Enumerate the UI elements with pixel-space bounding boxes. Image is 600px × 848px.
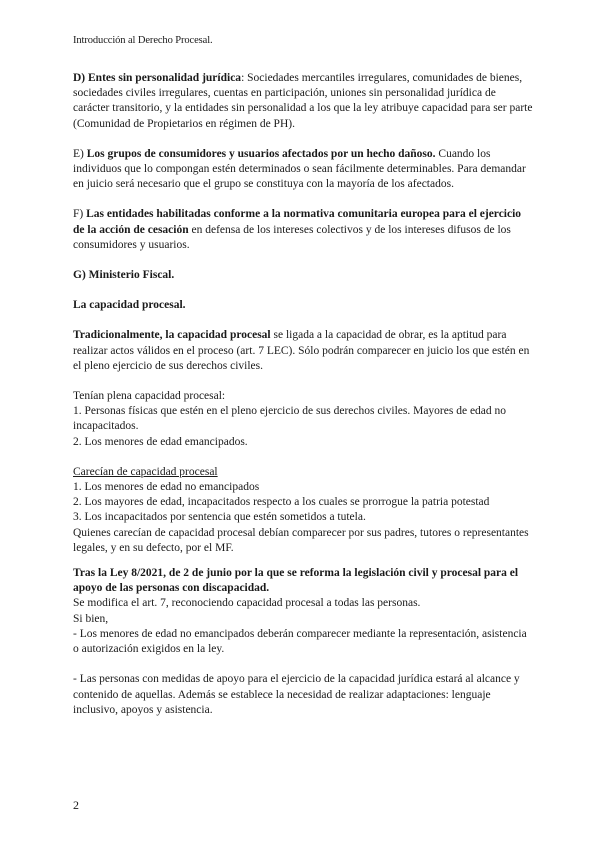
plena-title: Tenían plena capacidad procesal: [73,390,226,403]
carecian-note: Quienes carecían de capacidad procesal debían comparecer por sus padres, tutores o representantes legales, y en su defecto, por el MF. [73,526,529,554]
carecian-title-text: Carecían de capacidad procesal [73,465,218,478]
section-d-title: D) Entes sin personalidad jurídica [73,72,242,84]
plena-item: 1. Personas físicas que estén en el pleno ejercicio de sus derechos civiles. Mayores de edad no incapacitados. [73,405,507,433]
carecian-item: 2. Los mayores de edad, incapacitados respecto a los cuales se prorrogue la patria potestad [73,496,490,509]
page-number: 2 [73,798,79,812]
capacidad-intro-text: se ligada a la capacidad de obrar, es la aptitud para realizar actos válidos en el proceso (art. 7 LEC). Sólo podrán comparecer en juicio los que estén en el pleno ejercicio de sus derechos civiles. [73,329,530,372]
section-d-text: : Sociedades mercantiles irregulares, comunidades de bienes, sociedades civiles irregulares, cuentas en participación, uniones sin personalidad jurídica de carácter transitorio, y la entidades sin personalidad a los que la ley atribuye capacidad para ser parte (Comunidad de Propietarios en régimen de PH). [73,72,533,130]
capacidad-heading [73,298,533,313]
section-f-title: Las entidades habilitadas conforme a la normativa comunitaria europea para el ejercicio de la acción de cesación [73,208,522,236]
carecian-title [73,465,533,480]
page-header: Introducción al Derecho Procesal. [73,35,213,46]
capacidad-heading-text: La capacidad procesal. [73,299,186,312]
capacidad-intro [73,328,533,374]
section-f-text: en defensa de los intereses colectivos y de los intereses difusos de los consumidores y usuarios. [73,223,511,251]
carecian-item: 1. Los menores de edad no emancipados [73,481,260,494]
section-g-title: G) Ministerio Fiscal. [73,269,175,282]
section-e [73,147,533,193]
ley-line: Se modifica el art. 7, reconociendo capacidad procesal a todas las personas. [73,597,421,610]
section-f-prefix: F) [73,208,87,221]
section-f [73,207,533,253]
ley-line: Si bien, [73,612,109,625]
section-e-prefix: E) [73,147,87,160]
ley-heading [73,566,533,596]
plena-item: 2. Los menores de edad emancipados. [73,435,248,448]
capacidad-intro-bold: Tradicionalmente, la capacidad procesal [73,329,271,342]
ley-last: - Las personas con medidas de apoyo para el ejercicio de la capacidad jurídica estará al alcance y contenido de aquellas. Además se establece la necesidad de realizar adaptaciones: lenguaje inclusivo, apoyos y asistencia. [73,673,520,716]
section-e-title: Los grupos de consumidores y usuarios afectados por un hecho dañoso. [86,147,436,160]
section-g [73,268,533,283]
ley-heading-text: Tras la Ley 8/2021, de 2 de junio por la que se reforma la legislación civil y procesal para el apoyo de las personas con discapacidad. [73,567,519,595]
ley-line: - Los menores de edad no emancipados deberán comparecer mediante la representación, asistencia o autorización exigidos en la ley. [73,627,527,656]
document-body [73,71,533,718]
section-d [73,71,533,132]
section-e-text: Cuando los individuos que lo compongan estén determinados o sean fácilmente determinables. Para demandar en juicio será necesario que el grupo se constituya con la mayoría de los afectados. [73,147,526,191]
carecian-item: 3. Los incapacitados por sentencia que estén sometidos a tutela. [73,511,366,524]
